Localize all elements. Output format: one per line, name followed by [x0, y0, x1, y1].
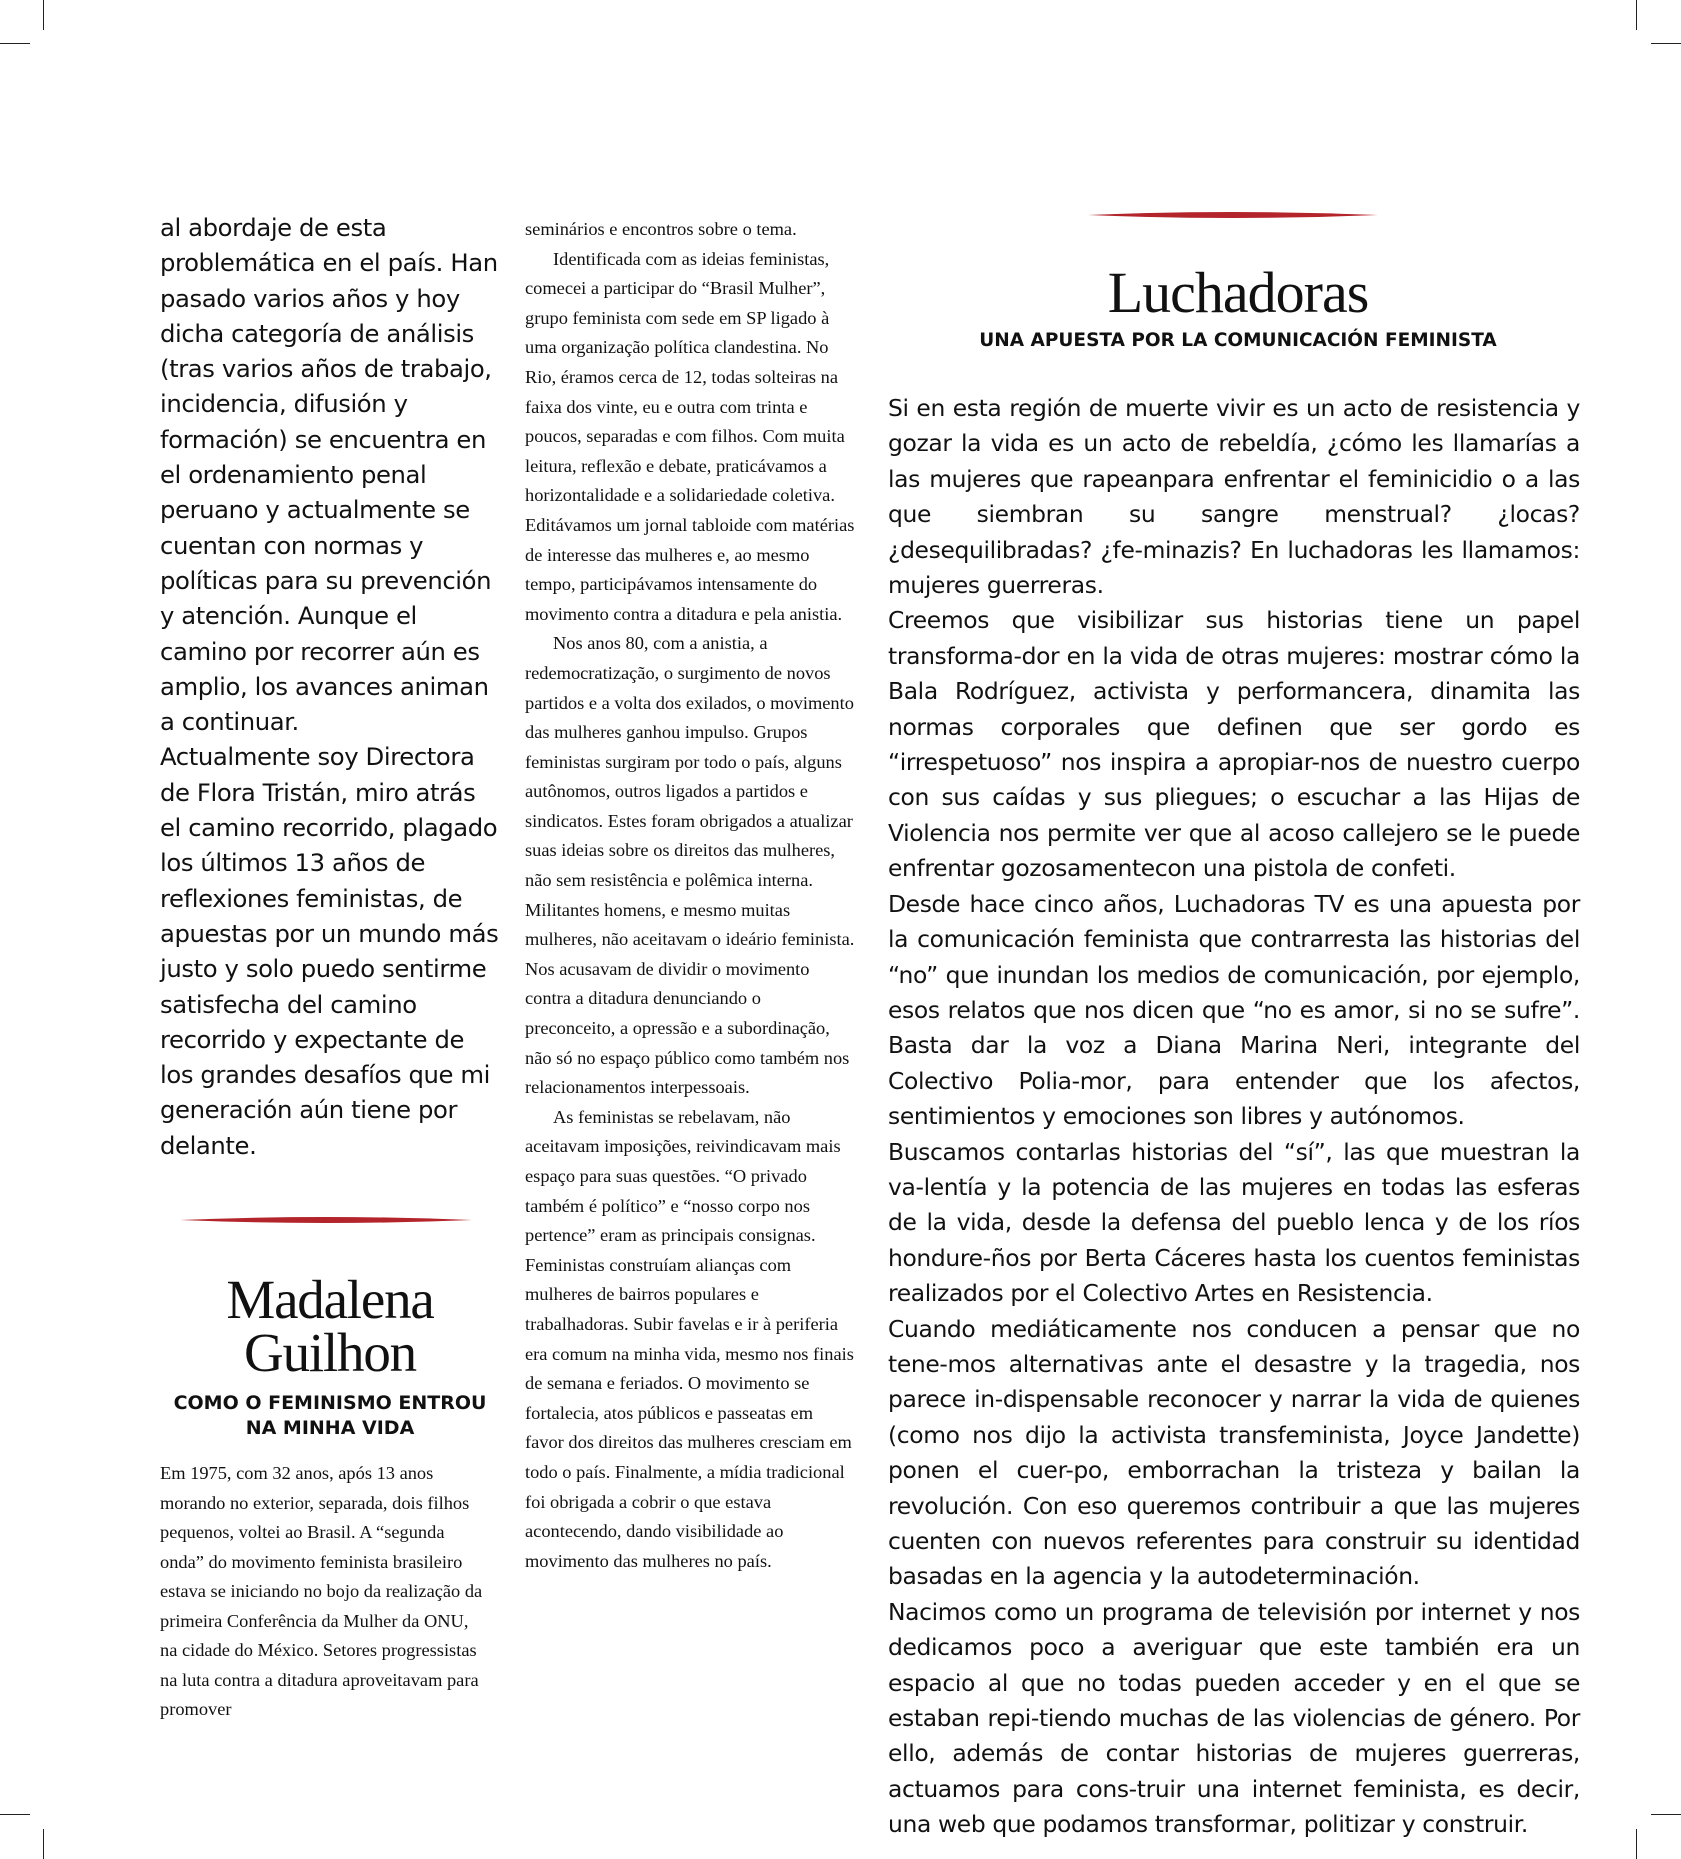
section-divider-ornament	[180, 1215, 472, 1225]
crop-mark-top-left-horizontal	[0, 43, 30, 44]
crop-mark-top-right-vertical	[1636, 0, 1637, 30]
column-2-paragraph: Nos anos 80, com a anistia, a redemocratização, o surgimento de novos partidos e a volta dos exilados, o movimento das mulheres ganhou impulso. Grupos feministas surgiram por todo o país, alguns autônomos, outros ligados a partidos e sindicatos. Estes foram obrigados a atualizar suas ideias sobre os direitos das mulheres, não sem resistência e polêmica interna. Militantes homens, e mesmo muitas mulheres, não aceitavam o ideário feminista. Nos acusavam de dividir o movimento contra a ditadura denunciando o preconceito, a opressão e a subordinação, não só no espaço público como também nos relacionamentos interpessoais.	[525, 633, 855, 1098]
divider-swell	[1088, 212, 1378, 218]
crop-mark-top-left-vertical	[43, 0, 44, 30]
column-2-paragraph: Identificada com as ideias feministas, comecei a participar do “Brasil Mulher”, grupo feminista com sede em SP ligado à uma organização política clandestina. No Rio, éramos cerca de 12, todas solteiras na faixa dos vinte, eu e outra com trinta e poucos, separadas e com filhos. Com muita leitura, reflexão e debate, praticávamos a horizontalidade e a solidariedade coletiva. Editávamos um jornal tabloide com matérias de interesse das mulheres e, ao mesmo tempo, participávamos intensamente do movimento contra a ditadura e pela anistia.	[525, 248, 855, 624]
luchadoras-header	[888, 210, 1588, 353]
crop-mark-bottom-right-vertical	[1636, 1829, 1637, 1859]
column-1-paragraph: al abordaje de esta problemática en el país. Han pasado varios años y hoy dicha categoría de análisis (tras varios años de trabajo, incidencia, difusión y formación) se encuentra en el ordenamiento penal peruano y actualmente se cuentan con normas y políticas para su prevención y atención. Aunque el camino por recorrer aún es amplio, los avances animan a continuar.	[160, 213, 498, 737]
column-1-text	[160, 210, 500, 1163]
madalena-intro-paragraph: Em 1975, com 32 anos, após 13 anos morando no exterior, separada, dois filhos pequenos, voltei ao Brasil. A “segunda onda” do movimento feminista brasileiro estava se iniciando no bojo da realização da primeira Conferência da Mulher da ONU, na cidade do México. Setores progressistas na luta contra a ditadura aproveitavam para promover	[160, 1463, 483, 1719]
divider-swell	[180, 1217, 472, 1223]
column-2-paragraph: seminários e encontros sobre o tema.	[525, 219, 797, 239]
luchadoras-article	[888, 210, 1588, 1843]
crop-mark-bottom-left-horizontal	[0, 1814, 30, 1815]
madalena-article-header	[160, 1215, 500, 1441]
article-subtitle-line-2: NA MINHA VIDA	[245, 1417, 415, 1439]
luchadoras-body	[888, 391, 1580, 1843]
crop-mark-bottom-left-vertical	[43, 1829, 44, 1859]
column-1	[160, 210, 500, 1163]
crop-mark-bottom-right-horizontal	[1651, 1814, 1681, 1815]
article-subtitle-line-1: COMO O FEMINISMO ENTROU	[173, 1392, 487, 1414]
crop-mark-top-right-horizontal	[1651, 43, 1681, 44]
column-2-paragraph: As feministas se rebelavam, não aceitavam imposições, reivindicavam mais espaço para suas questões. “O privado também é político” e “nosso corpo nos pertence” eram as principais consignas. Feministas construíam alianças com mulheres de bairros populares e trabalhadoras. Subir favelas e ir à periferia era comum na minha vida, mesmo nos finais de semana e feriados. O movimento se fortalecia, atos públicos e passeatas em favor dos direitos das mulheres cresciam em todo o país. Finalmente, a mídia tradicional foi obrigada a cobrir o que estava acontecendo, dando visibilidade ao movimento das mulheres no país.	[525, 1106, 854, 1571]
article-title	[160, 1269, 500, 1383]
section-divider-ornament	[1088, 210, 1378, 220]
luchadoras-paragraph: Si en esta región de muerte vivir es un acto de resistencia y gozar la vida es un acto de rebeldía, ¿cómo les llamarías a las mujeres que rapeanpara enfrentar el feminicidio o a las que siembran su sangre menstrual? ¿locas? ¿desequilibradas? ¿fe-minazis? En luchadoras les llamamos: mujeres guerreras.	[888, 394, 1580, 600]
column-2	[525, 215, 855, 1576]
luchadoras-paragraph: Desde hace cinco años, Luchadoras TV es una apuesta por la comunicación feminista que contrarresta las historias del “no” que inundan los medios de comunicación, por ejemplo, esos relatos que nos dicen que “no es amor, si no se sufre”. Basta dar la voz a Diana Marina Neri, integrante del Colectivo Polia-mor, para entender que los afectos, sentimientos y emociones son libres y autónomos.	[888, 889, 1580, 1131]
article-subtitle	[160, 1391, 500, 1441]
column-1-paragraph: Actualmente soy Directora de Flora Tristán, miro atrás el camino recorrido, plagado los últimos 13 años de reflexiones feministas, de apuestas por un mundo más justo y solo puedo sentirme satisfecha del camino recorrido y expectante de los grandes desafíos que mi generación aún tiene por delante.	[160, 742, 499, 1160]
article-title-line-2: Guilhon	[244, 1322, 416, 1383]
luchadoras-paragraph: Nacimos como un programa de televisión por internet y nos dedicamos poco a averiguar que este también era un espacio al que no todas pueden acceder y en el que se estaban repi-tiendo muchas de las violencias de género. Por ello, además de contar historias de mujeres guerreras, actuamos para cons-truir una internet feminista, es decir, una web que podamos transformar, politizar y construir.	[888, 1597, 1580, 1839]
luchadoras-paragraph: Creemos que visibilizar sus historias tiene un papel transforma-dor en la vida de otras mujeres: mostrar cómo la Bala Rodríguez, activista y performancera, dinamita las normas corporales que definen que ser gordo es “irrespetuoso” nos inspira a apropiar-nos de nuestro cuerpo con sus caídas y sus pliegues; o escuchar a las Hijas de Violencia nos permite ver que al acoso callejero se le puede enfrentar gozosamentecon una pistola de confeti.	[888, 606, 1580, 883]
article-title-line-1: Madalena	[226, 1269, 434, 1330]
luchadoras-paragraph: Cuando mediáticamente nos conducen a pensar que no tene-mos alternativas ante el desastre y la tragedia, nos parece in-dispensable reconocer y narrar la vida de quienes (como nos dijo la activista transfeminista, Joyce Jandette) ponen el cuer-po, emborrachan la tristeza y bailan la revolución. Con eso queremos contribuir a que las mujeres cuenten con nuevos referentes para construir su identidad basadas en la agencia y la autodeterminación.	[888, 1314, 1580, 1591]
madalena-intro-text	[160, 1459, 490, 1725]
luchadoras-paragraph: Buscamos contarlas historias del “sí”, las que muestran la va-lentía y la potencia de las mujeres en todas las esferas de la vida, desde la defensa del pueblo lenca y de los ríos hondure-ños por Berta Cáceres hasta los cuentos feministas realizados por el Colectivo Artes en Resistencia.	[888, 1137, 1580, 1308]
article-subtitle: UNA APUESTA POR LA COMUNICACIÓN FEMINISTA	[979, 330, 1497, 351]
article-title: Luchadoras	[1107, 260, 1369, 325]
